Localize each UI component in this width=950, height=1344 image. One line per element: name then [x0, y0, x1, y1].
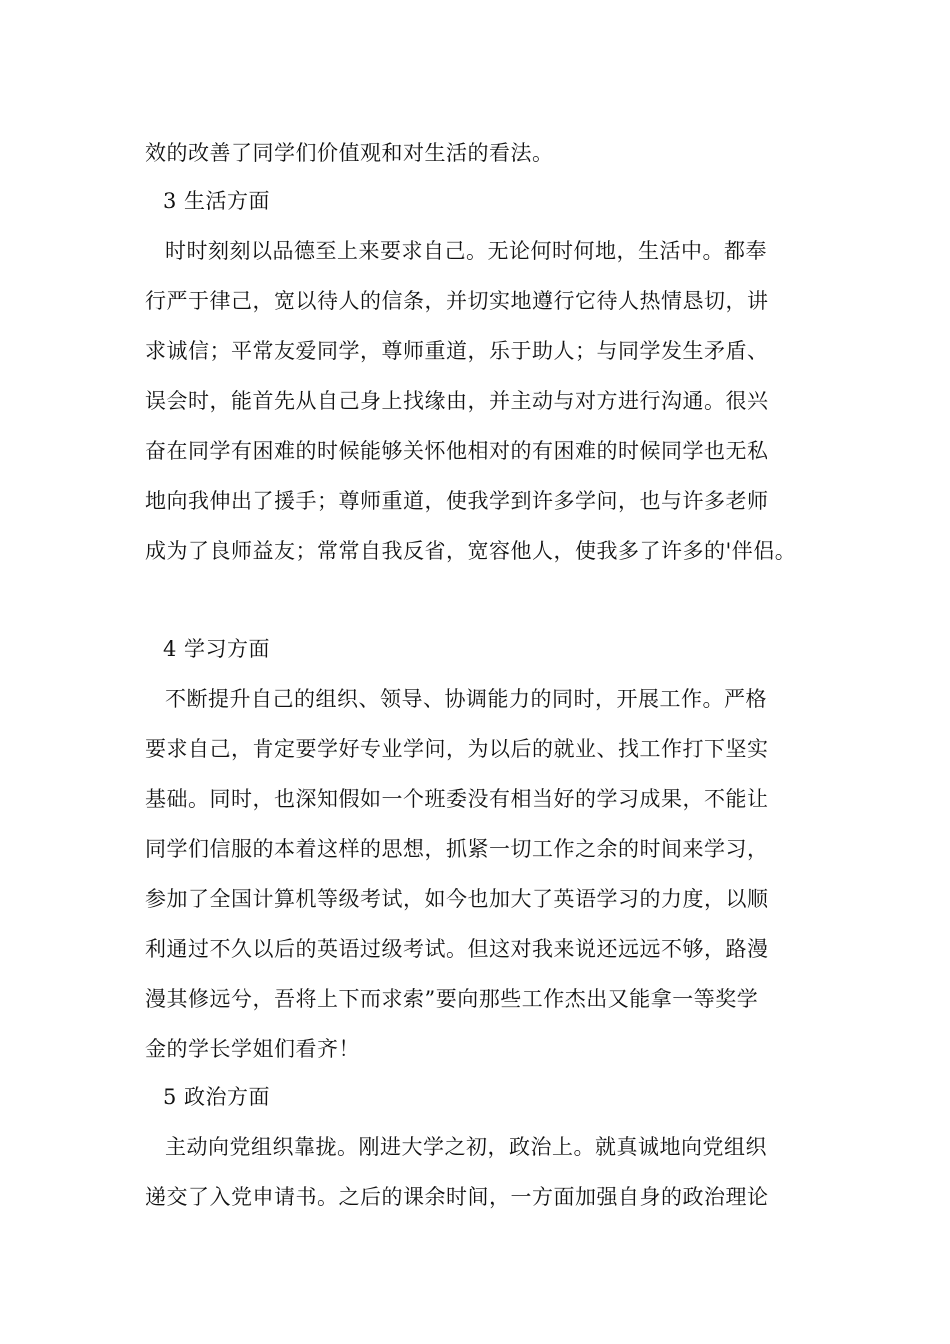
paragraph-line: 误会时，能首先从自己身上找缘由，并主动与对方进行沟通。很兴: [145, 389, 769, 413]
paragraph-line: 时时刻刻以品德至上来要求自己。无论何时何地，生活中。都奉: [165, 239, 767, 263]
paragraph-line: 行严于律己，宽以待人的信条，并切实地遵行它待人热情恳切，讲: [145, 289, 769, 313]
paragraph-line: 漫其修远兮，吾将上下而求索”要向那些工作杰出又能拿一等奖学: [145, 987, 759, 1011]
paragraph-line: 参加了全国计算机等级考试，如今也加大了英语学习的力度，以顺: [145, 887, 769, 911]
paragraph-line: 主动向党组织靠拢。刚进大学之初，政治上。就真诚地向党组织: [165, 1135, 767, 1159]
section-heading-politics: 5 政治方面: [163, 1085, 271, 1109]
paragraph-line: 要求自己，肯定要学好专业学问，为以后的就业、找工作打下坚实: [145, 737, 769, 761]
paragraph-line: 金的学长学姐们看齐！: [145, 1037, 360, 1061]
paragraph-line: 基础。同时，也深知假如一个班委没有相当好的学习成果，不能让: [145, 787, 769, 811]
section-heading-study: 4 学习方面: [163, 637, 271, 661]
section-heading-life: 3 生活方面: [163, 189, 271, 213]
paragraph-line: 不断提升自己的组织、领导、协调能力的同时，开展工作。严格: [165, 687, 767, 711]
paragraph-line: 效的改善了同学们价值观和对生活的看法。: [145, 141, 554, 165]
paragraph-line: 求诚信；平常友爱同学，尊师重道，乐于助人；与同学发生矛盾、: [145, 339, 769, 363]
paragraph-line: 成为了良师益友；常常自我反省，宽容他人，使我多了许多的'伴侣。: [145, 539, 797, 563]
paragraph-line: 递交了入党申请书。之后的课余时间，一方面加强自身的政治理论: [145, 1185, 769, 1209]
paragraph-line: 地向我伸出了援手；尊师重道，使我学到许多学问，也与许多老师: [145, 489, 769, 513]
paragraph-line: 奋在同学有困难的时候能够关怀他相对的有困难的时候同学也无私: [145, 439, 769, 463]
paragraph-line: 利通过不久以后的英语过级考试。但这对我来说还远远不够，路漫: [145, 937, 769, 961]
paragraph-line: 同学们信服的本着这样的思想，抓紧一切工作之余的时间来学习，: [145, 837, 769, 861]
